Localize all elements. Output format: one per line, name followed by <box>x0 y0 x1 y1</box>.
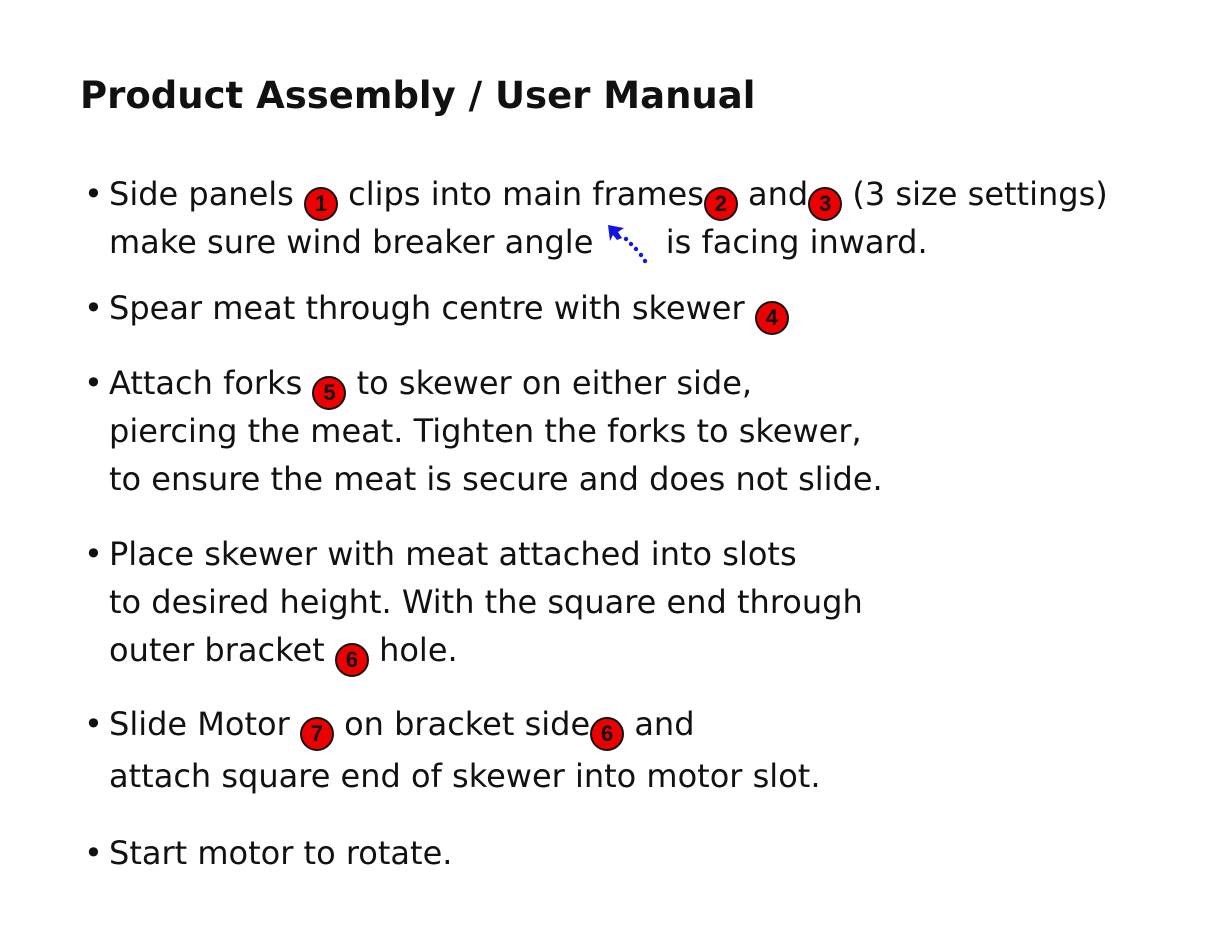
instruction-item-attach-forks <box>84 359 883 503</box>
instruction-text: outer bracket <box>109 631 335 669</box>
bullet-point: • <box>84 834 103 872</box>
instruction-text: Place skewer with meat attached into slots <box>109 535 797 573</box>
instruction-text: to desired height. With the square end through <box>109 583 863 621</box>
part-number-marker-2: 2 <box>704 187 738 221</box>
bullet-point: • <box>84 705 103 743</box>
instruction-line <box>84 284 789 332</box>
instruction-text: to ensure the meat is secure and does not slide. <box>109 460 883 498</box>
bullet-point: • <box>84 175 103 213</box>
instruction-item-spear-meat <box>84 284 789 332</box>
instruction-text: is facing inward. <box>655 223 928 261</box>
instruction-text: and <box>624 705 695 743</box>
part-number-marker-6: 6 <box>590 717 624 751</box>
instruction-line <box>84 170 1108 218</box>
instruction-text: and <box>737 175 809 213</box>
instruction-text: on bracket side <box>333 705 591 743</box>
instruction-line <box>84 530 863 578</box>
bullet-point: • <box>84 364 103 402</box>
part-number-marker-4: 4 <box>755 301 789 335</box>
part-number-marker-6: 6 <box>335 643 369 677</box>
instruction-text: Attach forks <box>109 364 313 402</box>
page-title: Product Assembly / User Manual <box>80 74 756 117</box>
instruction-text: hole. <box>368 631 458 669</box>
bullet-point: • <box>84 535 103 573</box>
instruction-line <box>84 218 1108 266</box>
instruction-line <box>84 626 863 674</box>
part-number-marker-1: 1 <box>304 187 338 221</box>
instruction-line <box>84 752 820 800</box>
instruction-line <box>84 455 883 503</box>
instruction-text: (3 size settings) <box>842 175 1108 213</box>
wind-breaker-angle-icon <box>604 221 656 267</box>
part-number-marker-7: 7 <box>300 717 334 751</box>
instruction-text: clips into main frames <box>338 175 704 213</box>
instruction-text: to skewer on either side, <box>346 364 753 402</box>
part-number-marker-3: 3 <box>808 187 842 221</box>
instruction-line <box>84 407 883 455</box>
instruction-text: Slide Motor <box>109 705 300 743</box>
instruction-text: piercing the meat. Tighten the forks to skewer, <box>109 412 862 450</box>
instruction-text: Spear meat through centre with skewer <box>109 289 755 327</box>
instruction-line <box>84 578 863 626</box>
instruction-item-place-skewer <box>84 530 863 674</box>
instruction-text: make sure wind breaker angle <box>109 223 604 261</box>
instruction-item-start-motor <box>84 829 452 877</box>
instruction-item-slide-motor <box>84 700 820 800</box>
instruction-line <box>84 829 452 877</box>
instruction-text: attach square end of skewer into motor slot. <box>109 757 821 795</box>
part-number-marker-5: 5 <box>312 376 346 410</box>
instruction-line <box>84 700 820 748</box>
bullet-point: • <box>84 289 103 327</box>
instruction-item-side-panels <box>84 170 1108 266</box>
instruction-line <box>84 359 883 407</box>
instruction-text: Start motor to rotate. <box>109 834 453 872</box>
instruction-text: Side panels <box>109 175 304 213</box>
